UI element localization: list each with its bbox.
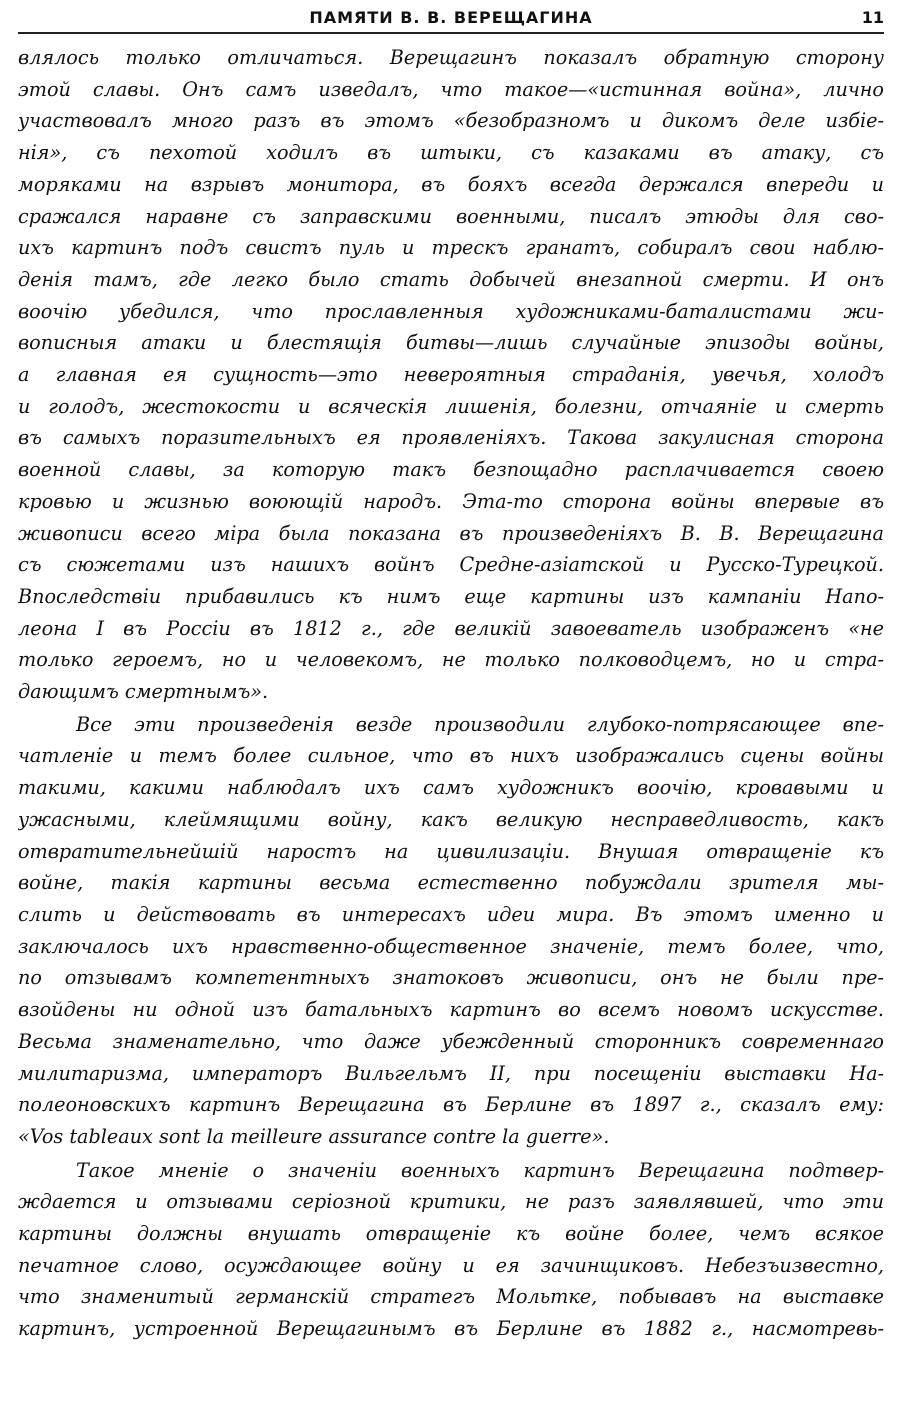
text-line: моряками на взрывъ монитора, въ бояхъ всегда держался впереди и [18, 172, 884, 196]
text-line: слить и действовать въ интересахъ идеи мира. Въ этомъ именно и [18, 902, 884, 926]
text-line: ждается и отзывами серіозной критики, не разъ заявлявшей, что эти [18, 1190, 884, 1214]
text-line: военной славы, за которую такъ безпощадно расплачивается своею [18, 458, 884, 482]
paragraph [18, 1155, 884, 1345]
text-line: воочію убедился, что прославленныя художниками-баталистами жи- [18, 299, 884, 323]
text-line: живописи всего міра была показана въ произведеніяхъ В. В. Верещагина [18, 521, 884, 545]
paragraph [18, 709, 884, 1153]
book-page [18, 6, 884, 1345]
text-line: денія тамъ, где легко было стать добычей внезапной смерти. И онъ [18, 267, 884, 291]
text-line: войне, такія картины весьма естественно побуждали зрителя мы- [18, 871, 884, 895]
text-line: картины должны внушать отвращеніе къ войне более, чемъ всякое [18, 1222, 884, 1246]
text-line: отвратительнейшій наростъ на цивилизаціи. Внушая отвращеніе къ [18, 839, 884, 863]
text-line: картинъ, устроенной Верещагинымъ въ Берлине въ 1882 г., насмотревь- [18, 1317, 884, 1341]
text-line: Впоследствіи прибавились къ нимъ еще картины изъ кампаніи Напо- [18, 584, 884, 608]
text-line: печатное слово, осуждающее войну и ея зачинщиковъ. Небезъизвестно, [18, 1253, 884, 1277]
text-line: что знаменитый германскій стратегъ Мольтке, побывавъ на выставке [18, 1285, 884, 1309]
text-line: такими, какими наблюдалъ ихъ самъ художникъ воочію, кровавыми и [18, 776, 884, 800]
text-line: чатленіе и темъ более сильное, что въ нихъ изображались сцены войны [18, 744, 884, 768]
text-line: «Vos tableaux sont la meilleure assurance contre la guerre». [18, 1124, 610, 1148]
text-line: и голодъ, жестокости и всяческія лишенія, болезни, отчаяніе и смерть [18, 394, 884, 418]
text-line: полеоновскихъ картинъ Верещагина въ Берлине въ 1897 г., сказалъ ему: [18, 1093, 884, 1117]
text-line: Такое мненіе о значеніи военныхъ картинъ Верещагина подтвер- [76, 1158, 884, 1182]
text-line: съ сюжетами изъ нашихъ войнъ Средне-азіатской и Русско-Турецкой. [18, 553, 884, 577]
text-line: по отзывамъ компетентныхъ знатоковъ живописи, онъ не были пре- [18, 966, 884, 990]
text-line: Все эти произведенія везде производили глубоко-потрясающее впе- [76, 712, 884, 736]
text-line: заключалось ихъ нравственно-общественное значеніе, темъ более, что, [18, 934, 884, 958]
text-line: нія», съ пехотой ходилъ въ штыки, съ казаками въ атаку, съ [18, 141, 884, 165]
text-line: сражался наравне съ заправскими военными, писалъ этюды для сво- [18, 204, 884, 228]
text-line: Весьма знаменательно, что даже убежденный сторонникъ современнаго [18, 1029, 884, 1053]
text-line: участвовалъ много разъ въ этомъ «безобразномъ и дикомъ деле избіе- [18, 109, 884, 133]
text-line: въ самыхъ поразительныхъ ея проявленіяхъ. Такова закулисная сторона [18, 426, 884, 450]
text-line: влялось только отличаться. Верещагинъ показалъ обратную сторону [18, 46, 884, 69]
running-title: ПАМЯТИ В. В. ВЕРЕЩАГИНА [309, 8, 593, 27]
page-header [18, 6, 884, 34]
text-line: а главная ея сущность—это невероятныя страданія, увечья, холодъ [18, 363, 884, 387]
body-text [18, 42, 884, 1345]
text-line: леона I въ Россіи въ 1812 г., где великій завоеватель изображенъ «не [18, 616, 884, 640]
paragraph [18, 42, 884, 708]
text-line: взойдены ни одной изъ батальныхъ картинъ во всемъ новомъ искусстве. [18, 998, 884, 1022]
text-line: ихъ картинъ подъ свистъ пуль и трескъ гранатъ, собиралъ свои наблю- [18, 236, 884, 260]
text-line: этой славы. Онъ самъ изведалъ, что такое—«истинная война», лично [18, 77, 884, 101]
text-line: кровью и жизнью воюющій народъ. Эта-то сторона войны впервые въ [18, 489, 884, 513]
text-line: дающимъ смертнымъ». [18, 680, 269, 704]
text-line: вописныя атаки и блестящія битвы—лишь случайные эпизоды войны, [18, 331, 884, 355]
text-line: ужасными, клеймящими войну, какъ великую несправедливость, какъ [18, 807, 884, 831]
text-line: только героемъ, но и человекомъ, не только полководцемъ, но и стра- [18, 648, 884, 672]
text-line: милитаризма, императоръ Вильгельмъ II, при посещеніи выставки На- [18, 1061, 884, 1085]
page-number: 11 [861, 8, 884, 27]
